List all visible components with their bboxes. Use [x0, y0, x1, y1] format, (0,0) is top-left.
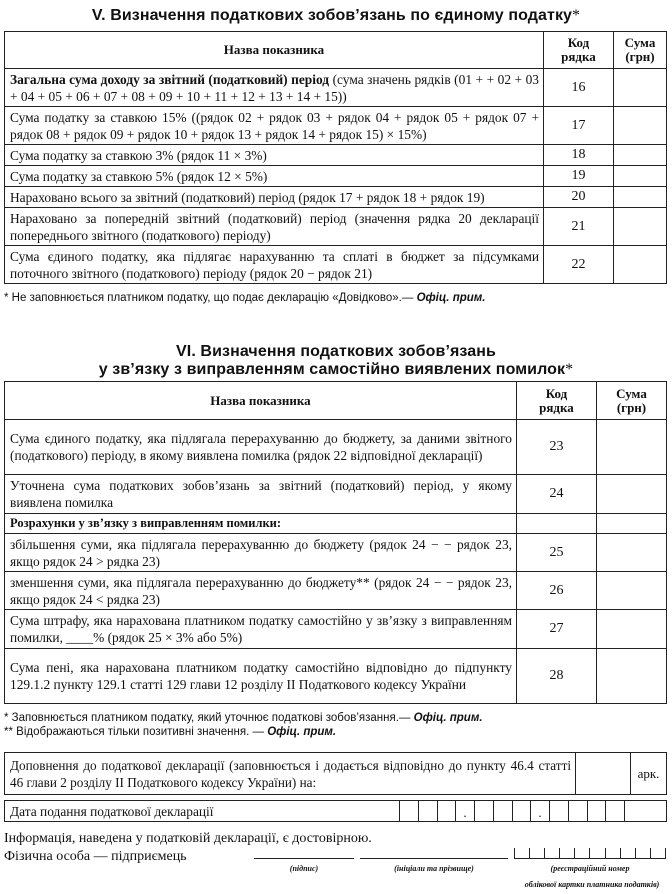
row-value-cell[interactable]	[614, 246, 667, 284]
table-row	[5, 534, 667, 572]
row-code: 25	[517, 534, 597, 572]
row-label: збільшення суми, яка підлягала перерахуванню до бюджету (рядок 24 − − рядок 23, якщо рядок 24 > рядка 23)	[5, 534, 517, 572]
sheets-label: арк.	[631, 753, 667, 795]
row-value-cell[interactable]	[614, 69, 667, 107]
row-value-cell[interactable]	[614, 107, 667, 145]
row-code: 20	[544, 187, 614, 208]
row-value-cell[interactable]	[597, 572, 667, 610]
date-digit-cell[interactable]	[606, 801, 625, 822]
date-digit-cell[interactable]	[475, 801, 494, 822]
signature-caption: (підпис)	[289, 864, 319, 873]
table-row	[5, 145, 667, 166]
row-value-cell	[597, 514, 667, 534]
table-row	[5, 69, 667, 107]
row-code: 22	[544, 246, 614, 284]
date-digit-cell[interactable]	[625, 801, 667, 822]
row-label: Сума єдиного податку, яка підлягала перерахуванню до бюджету, за даними звітного (податкового) періоду, в якому виявлена помилка (рядок 22 відповідної декларації)	[5, 420, 517, 475]
row-label: Нараховано всього за звітний (податковий) період (рядок 17 + рядок 18 + рядок 19)	[5, 187, 544, 208]
header-name: Назва показника	[5, 32, 544, 69]
supplement-label: Доповнення до податкової декларації (заповнюється і додається відповідно до пункту 46.4 статті 46 глави 2 розділу II Податкового кодексу України) на:	[5, 753, 576, 795]
name-caption: (ініціали та прізвище)	[394, 864, 474, 873]
header-sum: Сума (грн)	[597, 382, 667, 420]
table-row	[5, 610, 667, 649]
row-code: 24	[517, 475, 597, 514]
date-digit-cell[interactable]	[513, 801, 531, 822]
row-label: Уточнена сума податкових зобов’язань за звітний (податковий) період, у якому виявлена помилка	[5, 475, 517, 514]
row-code: 23	[517, 420, 597, 475]
date-digit-cell[interactable]	[494, 801, 513, 822]
section6-title-line1: VI. Визначення податкових зобов’язань	[176, 343, 496, 360]
date-separator: .	[531, 801, 550, 822]
section6-title-line2: у зв’язку з виправленням самостійно виявлених помилок*	[98, 361, 574, 378]
row-value-cell[interactable]	[597, 534, 667, 572]
row-label: Загальна сума доходу за звітний (податковий) період (сума значень рядків (01 + + 02 + 03 + 04 + 05 + 06 + 07 + 08 + 09 + 10 + 11 + 12 + 13 + 14 + 15))	[5, 69, 544, 107]
row-value-cell[interactable]	[614, 208, 667, 246]
date-digit-cell[interactable]	[400, 801, 419, 822]
table-row	[5, 246, 667, 284]
section6-note1: * Заповнюється платником податку, який уточнює податкові зобов’язання.— Офіц. прим.	[4, 712, 483, 724]
row-label: Сума податку за ставкою 15% ((рядок 02 + рядок 03 + рядок 04 + рядок 05 + рядок 07 + рядок 08 + рядок 09 + рядок 10 + рядок 13 + рядок 14 + рядок 15) × 15%)	[5, 107, 544, 145]
header-name: Назва показника	[5, 382, 517, 420]
table-row	[5, 107, 667, 145]
row-code: 21	[544, 208, 614, 246]
row-value-cell[interactable]	[614, 166, 667, 187]
section5-note: * Не заповнюється платником податку, що подає декларацію «Довідково».— Офіц. прим.	[4, 292, 486, 304]
row-code: 17	[544, 107, 614, 145]
table-row	[5, 572, 667, 610]
row-label: Сума податку за ставкою 3% (рядок 11 × 3%)	[5, 145, 544, 166]
section6-note2: ** Відображаються тільки позитивні значення. — Офіц. прим.	[4, 726, 337, 738]
table-row-heading	[5, 514, 667, 534]
reg-caption-2: облікової картки платника податків)	[524, 880, 660, 889]
row-label: Сума єдиного податку, яка підлягає нарахуванню та сплаті в бюджет за підсумками поточного звітного (податкового) періоду (рядок 20 − рядок 21)	[5, 246, 544, 284]
reg-number-cells[interactable]	[514, 848, 666, 859]
date-digit-cell[interactable]	[438, 801, 456, 822]
table-row	[5, 475, 667, 514]
date-digit-cell[interactable]	[569, 801, 588, 822]
name-line[interactable]	[360, 858, 508, 859]
table-row	[5, 166, 667, 187]
sheets-count-cell[interactable]	[576, 753, 631, 795]
certify-statement: Інформація, наведена у податковій декларації, є достовірною.	[4, 831, 372, 846]
table-row	[5, 420, 667, 475]
row-label: Нараховано за попередній звітний (податковий) період (значення рядка 20 декларації попереднього звітного (податкового) періоду)	[5, 208, 544, 246]
table-row	[5, 208, 667, 246]
signature-line[interactable]	[254, 858, 354, 859]
date-table	[4, 800, 667, 822]
header-code: Код рядка	[517, 382, 597, 420]
row-code	[517, 514, 597, 534]
row-value-cell[interactable]	[614, 187, 667, 208]
row-code: 16	[544, 69, 614, 107]
section5-table	[4, 31, 667, 284]
date-separator: .	[456, 801, 475, 822]
header-code: Код рядка	[544, 32, 614, 69]
row-label: зменшення суми, яка підлягала перерахуванню до бюджету** (рядок 24 − − рядок 23, якщо рядок 24 < рядка 23)	[5, 572, 517, 610]
table-row	[5, 649, 667, 704]
row-code: 28	[517, 649, 597, 704]
row-code: 19	[544, 166, 614, 187]
row-code: 27	[517, 610, 597, 649]
header-sum: Сума (грн)	[614, 32, 667, 69]
date-digit-cell[interactable]	[550, 801, 569, 822]
date-label: Дата подання податкової декларації	[5, 801, 400, 822]
reg-caption-1: (реєстраційний номер	[550, 864, 630, 873]
date-digit-cell[interactable]	[419, 801, 438, 822]
date-digit-cell[interactable]	[588, 801, 606, 822]
row-value-cell[interactable]	[597, 610, 667, 649]
row-code: 18	[544, 145, 614, 166]
row-label: Сума податку за ставкою 5% (рядок 12 × 5%)	[5, 166, 544, 187]
row-code: 26	[517, 572, 597, 610]
row-value-cell[interactable]	[597, 420, 667, 475]
person-label: Фізична особа — підприємець	[4, 849, 187, 864]
row-value-cell[interactable]	[597, 475, 667, 514]
row-label: Сума пені, яка нарахована платником податку самостійно відповідно до підпункту 129.1.2 пункту 129.1 статті 129 глави 12 розділу II Податкового кодексу України	[5, 649, 517, 704]
row-label: Сума штрафу, яка нарахована платником податку самостійно у зв’язку з виправленням помилки, ____% (рядок 25 × 3% або 5%)	[5, 610, 517, 649]
section6-table	[4, 381, 667, 704]
row-value-cell[interactable]	[597, 649, 667, 704]
calc-heading: Розрахунки у зв’язку з виправленням помилки:	[5, 514, 517, 534]
row-value-cell[interactable]	[614, 145, 667, 166]
table-row	[5, 187, 667, 208]
supplement-table	[4, 752, 667, 795]
section5-title: V. Визначення податкових зобов’язань по єдиному податку*	[91, 7, 581, 24]
